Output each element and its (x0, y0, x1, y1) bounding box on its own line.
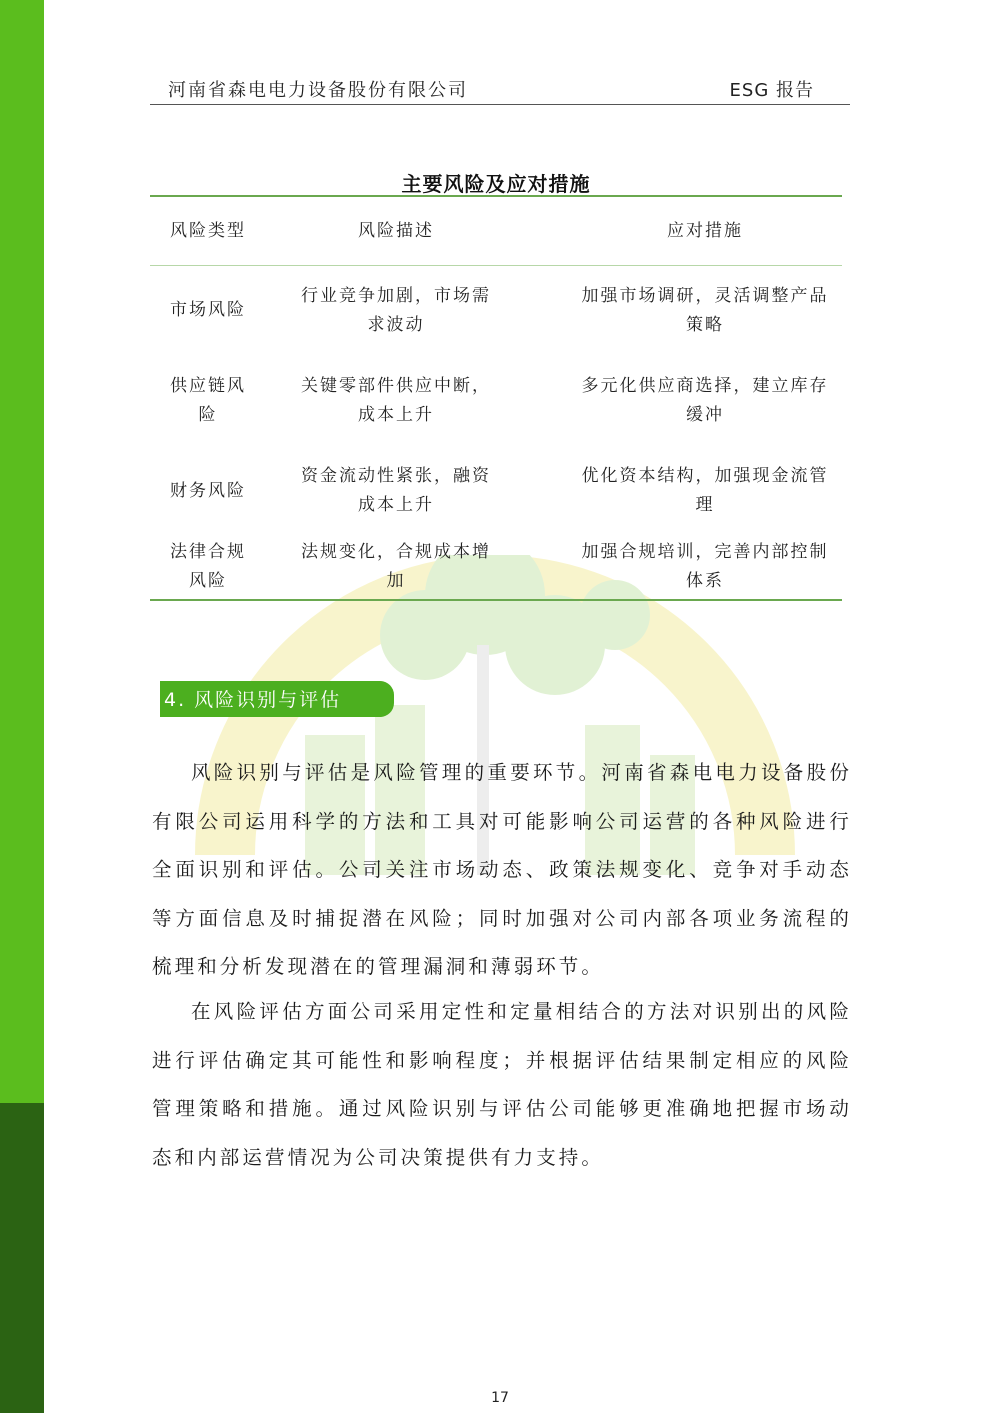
risk-description-line: 关键零部件供应中断， (301, 376, 491, 396)
risk-measure-line: 缓冲 (686, 405, 724, 425)
risk-measure-line: 理 (695, 495, 715, 515)
risk-type-line: 市场风险 (170, 300, 246, 320)
risk-description-line: 成本上升 (358, 405, 434, 425)
table-top-rule (150, 195, 842, 197)
risk-type-line: 险 (198, 405, 218, 425)
risk-type-line: 法律合规 (170, 542, 246, 562)
risk-type-line: 风险 (189, 571, 227, 591)
sidebar-accent-top (0, 0, 44, 1103)
risk-description-line: 加 (386, 571, 406, 591)
body-paragraph: 风险识别与评估是风险管理的重要环节。河南省森电电力设备股份有限公司运用科学的方法和工具对可能影响公司运营的各种风险进行全面识别和评估。公司关注市场动态、政策法规变化、竞争对手动态等方面信息及时捕捉潜在风险；同时加强对公司内部各项业务流程的梳理和分析发现潜在的管理漏洞和薄弱环节。 (152, 761, 852, 978)
column-header-description: 风险描述 (358, 221, 434, 241)
column-header-type: 风险类型 (170, 221, 246, 241)
body-paragraph: 在风险评估方面公司采用定性和定量相结合的方法对识别出的风险进行评估确定其可能性和影响程度；并根据评估结果制定相应的风险管理策略和措施。通过风险识别与评估公司能够更准确地把握市场动态和内部运营情况为公司决策提供有力支持。 (152, 1000, 852, 1169)
table-bottom-rule (150, 599, 842, 601)
sidebar-accent-bottom (0, 1103, 44, 1413)
risk-description-line: 法规变化，合规成本增 (301, 542, 491, 562)
table-header-rule (150, 265, 842, 266)
risk-type-line: 供应链风 (170, 376, 246, 396)
risk-measure-line: 体系 (686, 571, 724, 591)
risk-description-line: 资金流动性紧张，融资 (301, 466, 491, 486)
header-report-title: ESG 报告 (729, 80, 814, 101)
page-number: 17 (491, 1390, 509, 1406)
risk-measure-line: 加强市场调研，灵活调整产品 (581, 286, 829, 306)
column-header-measures: 应对措施 (667, 221, 743, 241)
risk-description-line: 行业竞争加剧，市场需 (301, 286, 491, 306)
risk-type-line: 财务风险 (170, 481, 246, 501)
table-title: 主要风险及应对措施 (401, 172, 591, 196)
risk-measure-line: 优化资本结构，加强现金流管 (581, 466, 829, 486)
risk-measure-line: 加强合规培训，完善内部控制 (581, 542, 829, 562)
page-header (150, 70, 850, 105)
header-company-name: 河南省森电电力设备股份有限公司 (168, 80, 468, 101)
risk-description-line: 求波动 (367, 315, 425, 335)
risk-description-line: 成本上升 (358, 495, 434, 515)
risk-measure-line: 策略 (686, 315, 724, 335)
section-heading: 4. 风险识别与评估 (164, 689, 342, 711)
section-heading-tab (160, 681, 394, 717)
risk-measure-line: 多元化供应商选择，建立库存 (581, 376, 829, 396)
